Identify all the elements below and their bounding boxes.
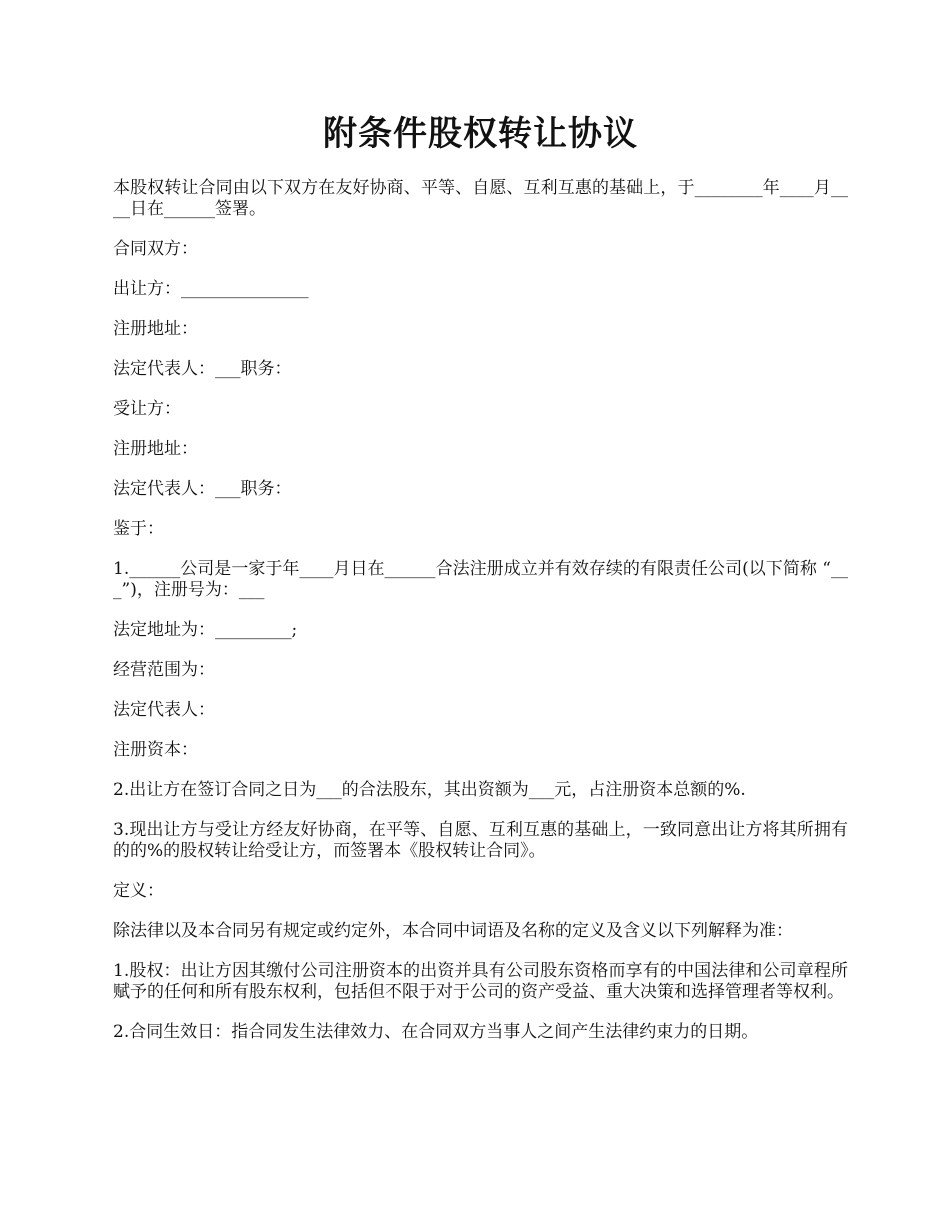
- paragraph-definitions-heading: 定义：: [113, 881, 164, 901]
- paragraph-definition-equity: 1.股权：出让方因其缴付公司注册资本的出资并具有公司股东资格而享有的中国法律和公司章程所赋予的任何和所有股东权利，包括但不限于对于公司的资产受益、重大决策和选择管理者等权利。: [113, 961, 848, 1002]
- paragraph-transferee: 受让方：: [113, 399, 181, 419]
- paragraph-whereas-2: 2.出让方在签订合同之日为___的合法股东，其出资额为___元，占注册资本总额的%.: [113, 780, 746, 800]
- paragraph-transferor-address: 注册地址：: [113, 319, 198, 339]
- paragraph-definitions-intro: 除法律以及本合同另有规定或约定外，本合同中词语及名称的定义及含义以下列解释为准：: [113, 921, 793, 941]
- paragraph-company-representative: 法定代表人：: [113, 700, 215, 720]
- paragraph-definition-effective-date: 2.合同生效日：指合同发生法律效力、在合同双方当事人之间产生法律约束力的日期。: [113, 1022, 759, 1042]
- paragraph-transferee-address: 注册地址：: [113, 439, 198, 459]
- paragraph-business-scope: 经营范围为：: [113, 660, 215, 680]
- paragraph-parties-heading: 合同双方：: [113, 239, 198, 259]
- document-title: 附条件股权转让协议: [323, 114, 638, 154]
- paragraph-whereas-3: 3.现出让方与受让方经友好协商，在平等、自愿、互利互惠的基础上，一致同意出让方将其所拥有的的%的股权转让给受让方，而签署本《股权转让合同》。: [113, 820, 848, 861]
- paragraph-legal-address: 法定地址为：_________;: [113, 620, 298, 640]
- document-page: [113, 108, 848, 1062]
- paragraph-preamble: 本股权转让合同由以下双方在友好协商、平等、自愿、互利互惠的基础上，于________年____月____日在______签署。: [113, 178, 848, 219]
- paragraph-transferor-representative: 法定代表人：___职务：: [113, 359, 292, 379]
- paragraph-whereas-1: 1.______公司是一家于年____月日在______合法注册成立并有效存续的有限责任公司(以下简称 “___”)，注册号为：___: [113, 559, 848, 600]
- paragraph-whereas-heading: 鉴于：: [113, 519, 164, 539]
- paragraph-transferor: 出让方：_______________: [113, 279, 309, 299]
- paragraph-transferee-representative: 法定代表人：___职务：: [113, 479, 292, 499]
- paragraph-registered-capital: 注册资本：: [113, 740, 198, 760]
